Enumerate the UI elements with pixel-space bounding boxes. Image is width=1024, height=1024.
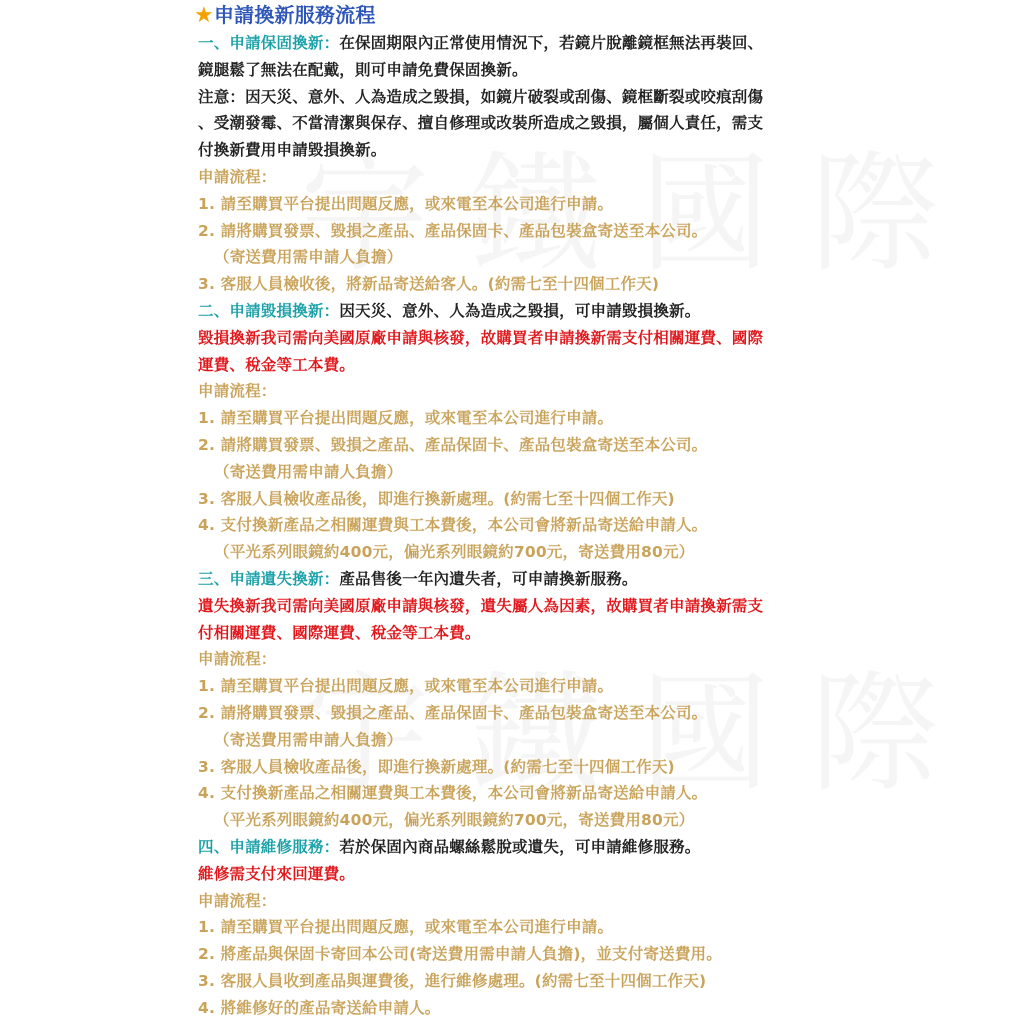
- section-1-heading: 一、申請保固換新：: [198, 34, 340, 52]
- section-2-warning: 毀損換新我司需向美國原廠申請與核發，故購買者申請換新需支付相關運費、國際: [198, 328, 764, 347]
- section-3-step-note: （寄送費用需申請人負擔）: [214, 730, 403, 749]
- document-title: ★申請換新服務流程: [194, 3, 376, 28]
- section-4-step: 2. 將產品與保固卡寄回本公司(寄送費用需申請人負擔)，並支付寄送費用。: [198, 945, 722, 964]
- section-1-step: 2. 請將購買發票、毀損之產品、產品保固卡、產品包裝盒寄送至本公司。: [198, 221, 708, 240]
- section-2-warning: 運費、稅金等工本費。: [198, 355, 356, 374]
- section-2-flow-label: 申請流程：: [198, 382, 277, 401]
- star-icon: ★: [194, 3, 214, 28]
- section-2-step: 1. 請至購買平台提出問題反應，或來電至本公司進行申請。: [198, 409, 614, 428]
- section-3-heading: 三、申請遺失換新：: [198, 569, 340, 588]
- section-2-step: 3. 客服人員檢收產品後，即進行換新處理。(約需七至十四個工作天): [198, 489, 675, 508]
- section-3-intro: 三、申請遺失換新：產品售後一年內遺失者，可申請換新服務。: [198, 569, 638, 588]
- section-1-step-note: （寄送費用需申請人負擔）: [214, 248, 403, 267]
- section-1-note: 付換新費用申請毀損換新。: [198, 141, 387, 160]
- section-2-step-note: （寄送費用需申請人負擔）: [214, 462, 403, 481]
- section-2-step: 4. 支付換新產品之相關運費與工本費後，本公司會將新品寄送給申請人。: [198, 516, 708, 535]
- section-1-step: 1. 請至購買平台提出問題反應，或來電至本公司進行申請。: [198, 194, 614, 213]
- section-1-intro: 一、申請保固換新：在保固期限內正常使用情況下，若鏡片脫離鏡框無法再裝回、: [198, 34, 764, 52]
- section-2-step-note: （平光系列眼鏡約400元，偏光系列眼鏡約700元，寄送費用80元）: [214, 543, 695, 562]
- section-1-flow-label: 申請流程：: [198, 167, 277, 186]
- section-4-step: 1. 請至購買平台提出問題反應，或來電至本公司進行申請。: [198, 918, 614, 937]
- section-3-flow-label: 申請流程：: [198, 650, 277, 669]
- section-1-text: 鏡腿鬆了無法在配戴，則可申請免費保固換新。: [198, 60, 528, 79]
- section-1-note: 、受潮發霉、不當清潔與保存、擅自修理或改裝所造成之毀損，屬個人責任，需支: [198, 114, 764, 133]
- service-flow-document: [194, 0, 828, 1021]
- section-3-step: 2. 請將購買發票、毀損之產品、產品保固卡、產品包裝盒寄送至本公司。: [198, 703, 708, 722]
- section-2-intro: 二、申請毀損換新：因天災、意外、人為造成之毀損，可申請毀損換新。: [198, 301, 701, 320]
- section-4-flow-label: 申請流程：: [198, 891, 277, 910]
- section-4-heading: 四、申請維修服務：: [198, 837, 340, 856]
- section-4-step: 3. 客服人員收到產品與運費後，進行維修處理。(約需七至十四個工作天): [198, 971, 707, 990]
- section-1-step: 3. 客服人員檢收後，將新品寄送給客人。(約需七至十四個工作天): [198, 275, 660, 294]
- section-2-step: 2. 請將購買發票、毀損之產品、產品保固卡、產品包裝盒寄送至本公司。: [198, 435, 708, 454]
- section-2-heading: 二、申請毀損換新：: [198, 301, 340, 320]
- section-3-warning: 付相關運費、國際運費、稅金等工本費。: [198, 623, 481, 642]
- section-4-intro: 四、申請維修服務：若於保固內商品螺絲鬆脫或遺失，可申請維修服務。: [198, 837, 701, 856]
- section-3-warning: 遺失換新我司需向美國原廠申請與核發，遺失屬人為因素，故購買者申請換新需支: [198, 596, 764, 615]
- section-3-step: 1. 請至購買平台提出問題反應，或來電至本公司進行申請。: [198, 677, 614, 696]
- section-3-step-note: （平光系列眼鏡約400元，偏光系列眼鏡約700元，寄送費用80元）: [214, 811, 695, 830]
- section-3-step: 4. 支付換新產品之相關運費與工本費後，本公司會將新品寄送給申請人。: [198, 784, 708, 803]
- section-4-step: 4. 將維修好的產品寄送給申請人。: [198, 998, 441, 1017]
- section-3-step: 3. 客服人員檢收產品後，即進行換新處理。(約需七至十四個工作天): [198, 757, 675, 776]
- section-4-warning: 維修需支付來回運費。: [198, 864, 356, 883]
- section-1-note: 注意：因天災、意外、人為造成之毀損，如鏡片破裂或刮傷、鏡框斷裂或咬痕刮傷: [198, 87, 764, 106]
